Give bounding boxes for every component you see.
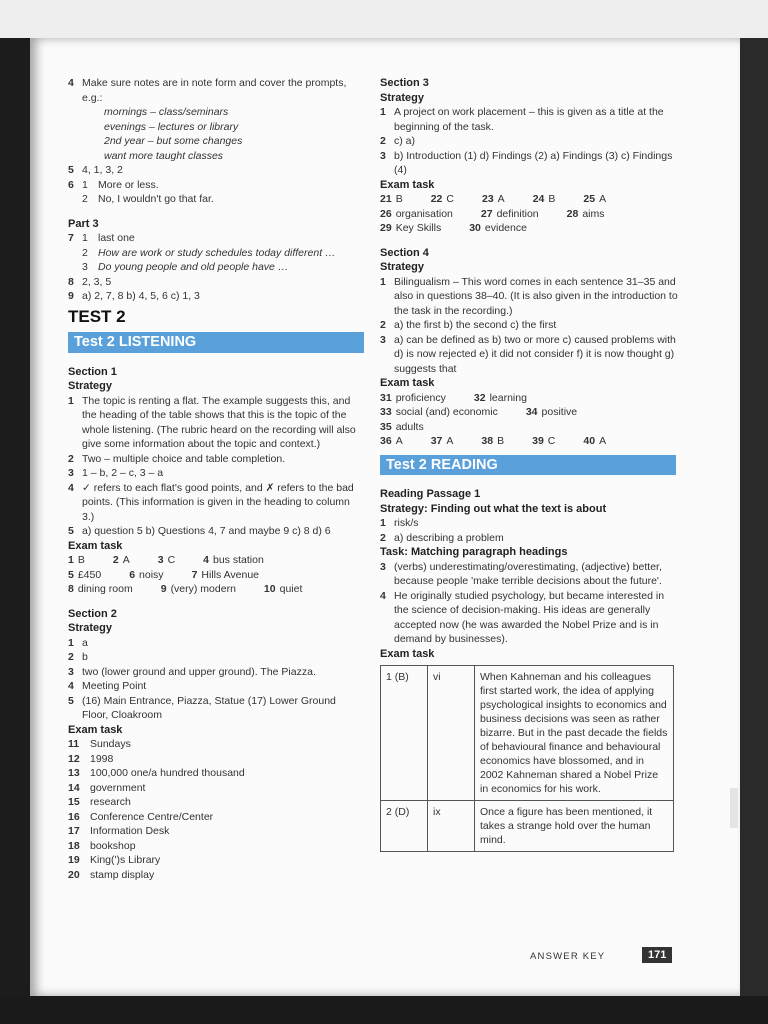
answer-item: 6 1 More or less. 2 No, I wouldn't go that far. bbox=[68, 178, 214, 205]
exam-task-heading: Exam task bbox=[68, 539, 123, 552]
listening-section-bar: Test 2 LISTENING bbox=[68, 332, 364, 353]
table-row: 2 (D) ix Once a figure has been mentioned, it takes a strange hold over the human mind. bbox=[381, 801, 674, 852]
strategy-heading: Strategy bbox=[380, 91, 425, 104]
answer-row: 5 £450 6 noisy 7 Hills Avenue bbox=[68, 568, 259, 581]
strategy-item: 5 a) question 5 b) Questions 4, 7 and maybe 9 c) 8 d) 6 bbox=[68, 525, 331, 537]
answer-row: 29 Key Skills 30 evidence bbox=[380, 222, 527, 234]
answer-table bbox=[380, 665, 674, 852]
answer-line: 12 1998 bbox=[68, 752, 114, 765]
strategy-heading: Strategy bbox=[68, 380, 113, 392]
strategy-item: 4 ✓ refers to each flat's good points, and ✗ refers to the bad points. (This information is given in the heading to column 3.) bbox=[68, 481, 354, 523]
passage-heading: Reading Passage 1 bbox=[380, 488, 481, 500]
reading-section-bar: Test 2 READING bbox=[380, 455, 676, 476]
exam-task-heading: Exam task bbox=[68, 723, 123, 736]
page-number: 171 bbox=[642, 947, 672, 963]
strategy-item: 3 a) can be defined as b) two or more c) caused problems with d) is now rejected e) it did not consider f) it is now thought g) suggests that bbox=[380, 333, 676, 375]
strategy-item: 3 (verbs) underestimating/overestimating, (adjective) better, because people 'make terrible decisions about the future'. bbox=[380, 560, 662, 587]
answer-line: 15 research bbox=[68, 796, 131, 808]
answer-row: 8 dining room 9 (very) modern 10 quiet bbox=[68, 583, 303, 595]
strategy-item: 2 a) the first b) the second c) the first bbox=[380, 319, 557, 331]
answer-row: 36 A 37 A 38 B 39 C 40 A bbox=[380, 435, 607, 447]
answer-row: 35 adults bbox=[380, 420, 424, 433]
section-heading: Section 3 bbox=[380, 77, 429, 89]
strategy-item: 3 b) Introduction (1) d) Findings (2) a) Findings (3) c) Findings (4) bbox=[380, 149, 673, 176]
section-heading: Section 2 bbox=[68, 607, 117, 620]
strategy-item: 1 Bilingualism – This word comes in each sentence 31–35 and also in questions 38–40. (It is also given in the introduction to the task in the recording.) bbox=[380, 275, 678, 317]
note-line: 2nd year – but some changes bbox=[104, 135, 243, 147]
test-title: TEST 2 bbox=[68, 306, 126, 326]
section-heading: Section 4 bbox=[380, 246, 429, 259]
strategy-item: 2 c) a) bbox=[380, 135, 415, 147]
section-heading: Section 1 bbox=[68, 365, 117, 378]
strategy-heading: Strategy bbox=[380, 261, 425, 273]
answer-item: 7 1 last one 2 How are work or study schedules today different … 3 Do young people and old people have … bbox=[68, 232, 336, 273]
answer-line: 14 government bbox=[68, 781, 146, 794]
answer-row: 33 social (and) economic 34 positive bbox=[380, 406, 578, 418]
answer-line: 13 100,000 one/a hundred thousand bbox=[68, 767, 245, 779]
answer-line: 11 Sundays bbox=[68, 738, 131, 750]
footer-label: ANSWER KEY bbox=[530, 951, 606, 962]
left-column bbox=[68, 76, 364, 882]
scan-top-margin bbox=[0, 0, 768, 38]
answer-row: 1 B 2 A 3 C 4 bus station bbox=[68, 554, 264, 566]
answer-line: 20 stamp display bbox=[68, 868, 155, 881]
strategy-item: 3 1 – b, 2 – c, 3 – a bbox=[68, 467, 164, 479]
note-line: evenings – lectures or library bbox=[104, 120, 239, 133]
part-heading: Part 3 bbox=[68, 217, 99, 230]
strategy-item: 3 two (lower ground and upper ground). The Piazza. bbox=[68, 665, 316, 678]
exam-task-heading: Exam task bbox=[380, 178, 435, 191]
answer-row: 21 B 22 C 23 A 24 B 25 A bbox=[380, 193, 607, 205]
note-line: mornings – class/seminars bbox=[104, 106, 229, 118]
scan-mark bbox=[730, 788, 738, 828]
answer-line: 18 bookshop bbox=[68, 839, 136, 852]
note-line: want more taught classes bbox=[104, 149, 224, 162]
answer-line: 16 Conference Centre/Center bbox=[68, 810, 214, 823]
answer-item: 8 2, 3, 5 bbox=[68, 275, 112, 288]
answer-row: 26 organisation 27 definition 28 aims bbox=[380, 207, 605, 220]
book-page bbox=[30, 38, 740, 996]
answer-row: 31 proficiency 32 learning bbox=[380, 391, 527, 404]
scan-binding-shadow bbox=[0, 38, 30, 1024]
strategy-item: 4 Meeting Point bbox=[68, 680, 147, 692]
scan-bottom-margin bbox=[0, 996, 768, 1024]
strategy-item: 1 a bbox=[68, 636, 88, 649]
strategy-item: 1 The topic is renting a flat. The example suggests this, and the heading of the table shows that this is the topic of the whole listening. (The rubric heard on the recording will also give some information about the topic and context.) bbox=[68, 394, 356, 450]
task-heading: Task: Matching paragraph headings bbox=[380, 546, 568, 558]
answer-item: 4 Make sure notes are in note form and cover the prompts, e.g.: bbox=[68, 77, 347, 104]
strategy-item: 5 (16) Main Entrance, Piazza, Statue (17) Lower Ground Floor, Cloakroom bbox=[68, 694, 336, 721]
exam-task-heading: Exam task bbox=[380, 647, 435, 660]
strategy-item: 2 Two – multiple choice and table completion. bbox=[68, 452, 286, 465]
answer-item: 9 a) 2, 7, 8 b) 4, 5, 6 c) 1, 3 bbox=[68, 290, 200, 302]
exam-task-heading: Exam task bbox=[380, 377, 435, 389]
answer-item: 5 4, 1, 3, 2 bbox=[68, 164, 123, 176]
strategy-item: 1 risk/s bbox=[380, 517, 419, 529]
strategy-item: 1 A project on work placement – this is given as a title at the beginning of the task. bbox=[380, 106, 664, 133]
right-column bbox=[380, 76, 680, 852]
strategy-item: 2 b bbox=[68, 651, 88, 663]
strategy-heading: Strategy: Finding out what the text is about bbox=[380, 502, 607, 515]
answer-line: 17 Information Desk bbox=[68, 825, 170, 837]
answer-line: 19 King(')s Library bbox=[68, 854, 161, 866]
strategy-item: 4 He originally studied psychology, but became interested in the science of decision-making. His ideas are generally accepted now (he was awarded the Nobel Prize and is in demand by businesses). bbox=[380, 589, 665, 645]
table-row: 1 (B) vi When Kahneman and his colleagues first started work, the idea of applying psychological insights to economics and business decisions was seen as rather bizarre. But in the past decade the fields of behavioural finance and behavioural economics have blossomed, and in 2002 Kahneman shared a Nobel Prize in economics for his work. bbox=[381, 666, 674, 801]
strategy-item: 2 a) describing a problem bbox=[380, 531, 504, 544]
strategy-heading: Strategy bbox=[68, 622, 113, 634]
